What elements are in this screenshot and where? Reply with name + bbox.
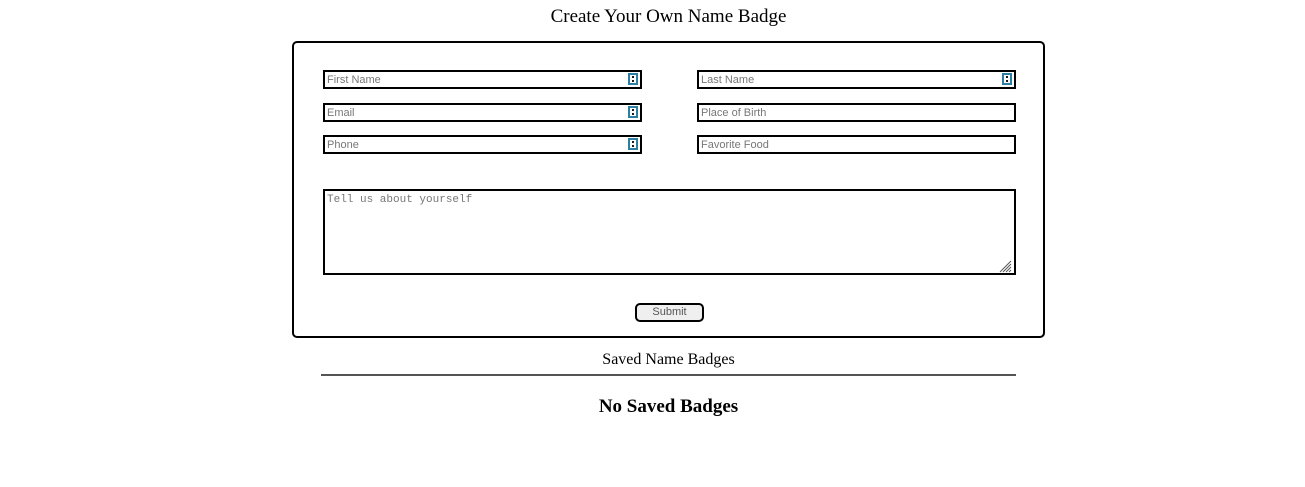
submit-button[interactable]: Submit	[635, 303, 704, 322]
saved-badges-heading: Saved Name Badges	[602, 351, 735, 368]
about-textarea[interactable]	[323, 189, 1016, 275]
divider	[321, 374, 1016, 376]
favorite-food-input[interactable]	[697, 135, 1016, 154]
page-title: Create Your Own Name Badge	[550, 6, 787, 27]
first-name-input[interactable]	[323, 70, 642, 89]
contact-card-icon[interactable]	[628, 106, 638, 118]
contact-card-icon[interactable]	[628, 138, 638, 150]
email-input[interactable]	[323, 103, 642, 122]
phone-input[interactable]	[323, 135, 642, 154]
contact-card-icon[interactable]	[1002, 73, 1012, 85]
empty-state-message: No Saved Badges	[598, 396, 739, 417]
place-of-birth-input[interactable]	[697, 103, 1016, 122]
resize-grip-icon[interactable]	[998, 259, 1012, 273]
contact-card-icon[interactable]	[628, 73, 638, 85]
last-name-input[interactable]	[697, 70, 1016, 89]
badge-form	[292, 41, 1045, 338]
